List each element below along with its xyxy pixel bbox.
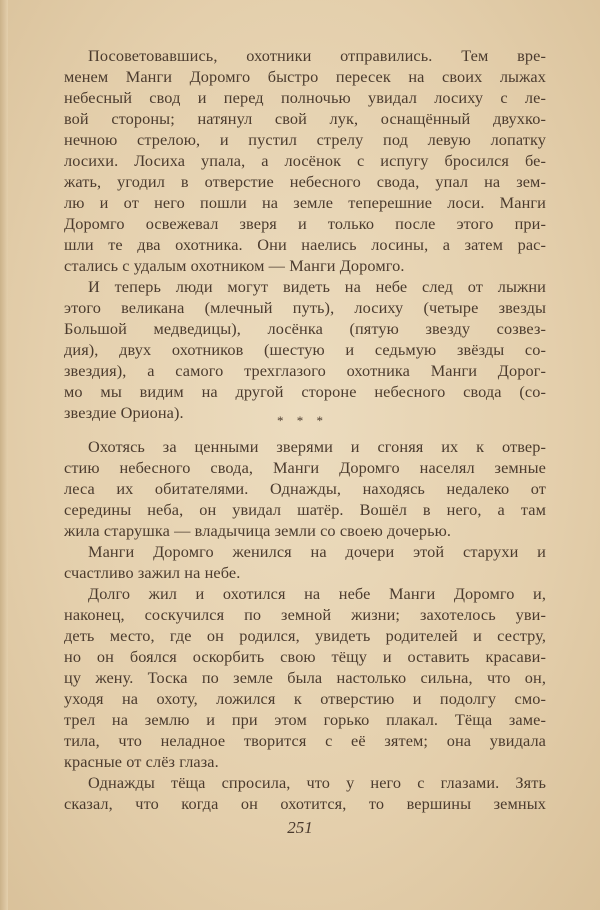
paragraph — [64, 772, 546, 814]
section-separator: * * * — [277, 413, 323, 428]
text-line: Посоветовавшись, охотники отправились. Тем вре- — [88, 46, 546, 65]
paragraph — [64, 276, 546, 423]
text-line: тила, что неладное творится с её зятем; она увидала — [64, 731, 546, 750]
paragraph — [64, 436, 546, 541]
text-line: Однажды тёща спросила, что у него с глазами. Зять — [88, 773, 546, 792]
text-line: счастливо зажил на небе. — [64, 563, 241, 582]
text-line: трел на землю и при этом горько плакал. Тёща заме- — [64, 710, 546, 729]
paragraph — [64, 583, 546, 772]
text-line: И теперь люди могут видеть на небе след от лыжни — [88, 277, 546, 296]
text-line: Долго жил и охотился на небе Манги Доромго и, — [88, 584, 546, 603]
text-line: середины неба, он увидал шатёр. Вошёл в него, а там — [64, 500, 546, 519]
text-line: Большой медведицы), лосёнка (пятую звезду созвез- — [64, 319, 546, 338]
text-line: вой стороны; натянул свой лук, оснащённый двухко- — [64, 109, 546, 128]
text-line: небесный свод и перед полночью увидал лосиху с ле- — [64, 88, 546, 107]
text-line: звездие Ориона). — [64, 403, 184, 422]
text-line: уходя на охоту, ложился к отверстию и подолгу смо- — [64, 689, 546, 708]
text-line: но он боялся оскорбить свою тёщу и оставить красави- — [64, 647, 546, 666]
text-line: звездия), а самого трехглазого охотника Манги Дорог- — [64, 361, 546, 380]
text-section-1 — [64, 45, 546, 423]
text-line: менем Манги Доромго быстро пересек на своих лыжах — [64, 67, 546, 86]
text-line: наконец, соскучился по земной жизни; захотелось уви- — [64, 605, 546, 624]
text-line: стались с удалым охотником — Манги Доромго. — [64, 256, 405, 275]
text-line: дия), двух охотников (шестую и седьмую звёзды со- — [64, 340, 546, 359]
text-line: шли те два охотника. Они наелись лосины, а затем рас- — [64, 235, 546, 254]
text-line: лосихи. Лосиха упала, а лосёнок с испугу бросился бе- — [64, 151, 546, 170]
text-line: нечною стрелою, и пустил стрелу под левую лопатку — [64, 130, 546, 149]
text-line: мо мы видим на другой стороне небесного свода (со- — [64, 382, 546, 401]
paragraph — [64, 541, 546, 583]
text-line: леса их обитателями. Однажды, находясь недалеко от — [64, 479, 546, 498]
paragraph — [64, 45, 546, 276]
text-line: красные от слёз глаза. — [64, 752, 219, 771]
text-line: сказал, что когда он охотится, то вершины земных — [64, 794, 546, 813]
text-line: Манги Доромго женился на дочери этой старухи и — [88, 542, 546, 561]
text-line: стию небесного свода, Манги Доромго населял земные — [64, 458, 546, 477]
page-edge-shadow — [0, 0, 8, 910]
page-number: 251 — [287, 818, 313, 837]
text-line: Доромго освежевал зверя и только после этого при- — [64, 214, 546, 233]
text-section-2 — [64, 436, 546, 814]
text-line: жать, угодил в отверстие небесного свода, упал на зем- — [64, 172, 546, 191]
text-line: этого великана (млечный путь), лосиху (четыре звезды — [64, 298, 546, 317]
text-line: Охотясь за ценными зверями и сгоняя их к отвер- — [88, 437, 546, 456]
text-line: лю и от него пошли на земле теперешние лоси. Манги — [64, 193, 546, 212]
text-line: жила старушка — владычица земли со своею дочерью. — [64, 521, 452, 540]
text-line: деть место, где он родился, увидеть родителей и сестру, — [64, 626, 546, 645]
text-line: цу жену. Тоска по земле была настолько сильна, что он, — [64, 668, 546, 687]
